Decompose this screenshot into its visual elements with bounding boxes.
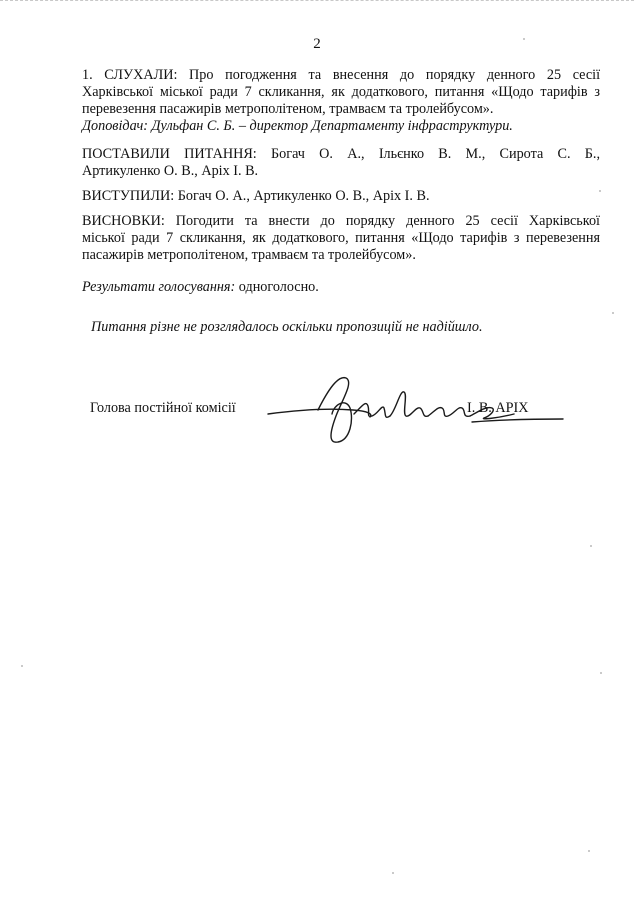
speaker-line: Доповідач: Дульфан С. Б. – директор Департаменту інфраструктури.	[82, 118, 513, 134]
signature-block	[90, 400, 610, 448]
heard-label: 1. СЛУХАЛИ:	[82, 67, 178, 83]
scan-speck	[600, 672, 602, 674]
signature-title: Голова постійної комісії	[90, 400, 236, 416]
scan-speck	[523, 38, 525, 40]
heard-section	[82, 67, 600, 135]
heard-line-2: Харківської міської ради 7 скликання, як додаткового, питання «Щодо тарифів з	[82, 84, 600, 100]
results-label: Результати голосування:	[82, 279, 236, 295]
results-section	[82, 279, 600, 296]
scan-top-edge	[0, 0, 634, 4]
signatory-name: І. В. АРІХ	[467, 400, 529, 416]
results-value: одноголосно.	[235, 279, 319, 295]
conclusions-line-1: ВИСНОВКИ: Погодити та внести до порядку денного 25 сесії Харківської	[82, 213, 600, 229]
scan-speck	[599, 190, 601, 192]
scan-speck	[612, 312, 614, 314]
heard-line-1	[82, 67, 600, 84]
page-number: 2	[313, 36, 321, 52]
scan-speck	[590, 545, 592, 547]
questions-line-1: ПОСТАВИЛИ ПИТАННЯ: Богач О. А., Ільєнко В. М., Сирота С. Б.,	[82, 146, 600, 162]
scan-speck	[588, 850, 590, 852]
questions-line-2: Артикуленко О. В., Аріх І. В.	[82, 163, 259, 179]
conclusions-line-3: пасажирів метрополітеном, трамваєм та тролейбусом».	[82, 247, 416, 263]
heard-line1-text: Про погодження та внесення до порядку денного 25 сесії	[177, 67, 601, 83]
note-line: Питання різне не розглядалось оскільки пропозицій не надійшло.	[91, 319, 483, 335]
questions-section	[82, 146, 600, 180]
conclusions-section	[82, 213, 600, 264]
scan-speck	[21, 665, 23, 667]
heard-line-3: перевезення пасажирів метрополітеном, трамваєм та тролейбусом».	[82, 101, 494, 117]
conclusions-line-2: міської ради 7 скликання, як додаткового, питання «Щодо тарифів з перевезення	[82, 230, 600, 246]
spoke-section: ВИСТУПИЛИ: Богач О. А., Артикуленко О. В., Аріх І. В.	[82, 188, 430, 204]
scan-speck	[392, 872, 394, 874]
